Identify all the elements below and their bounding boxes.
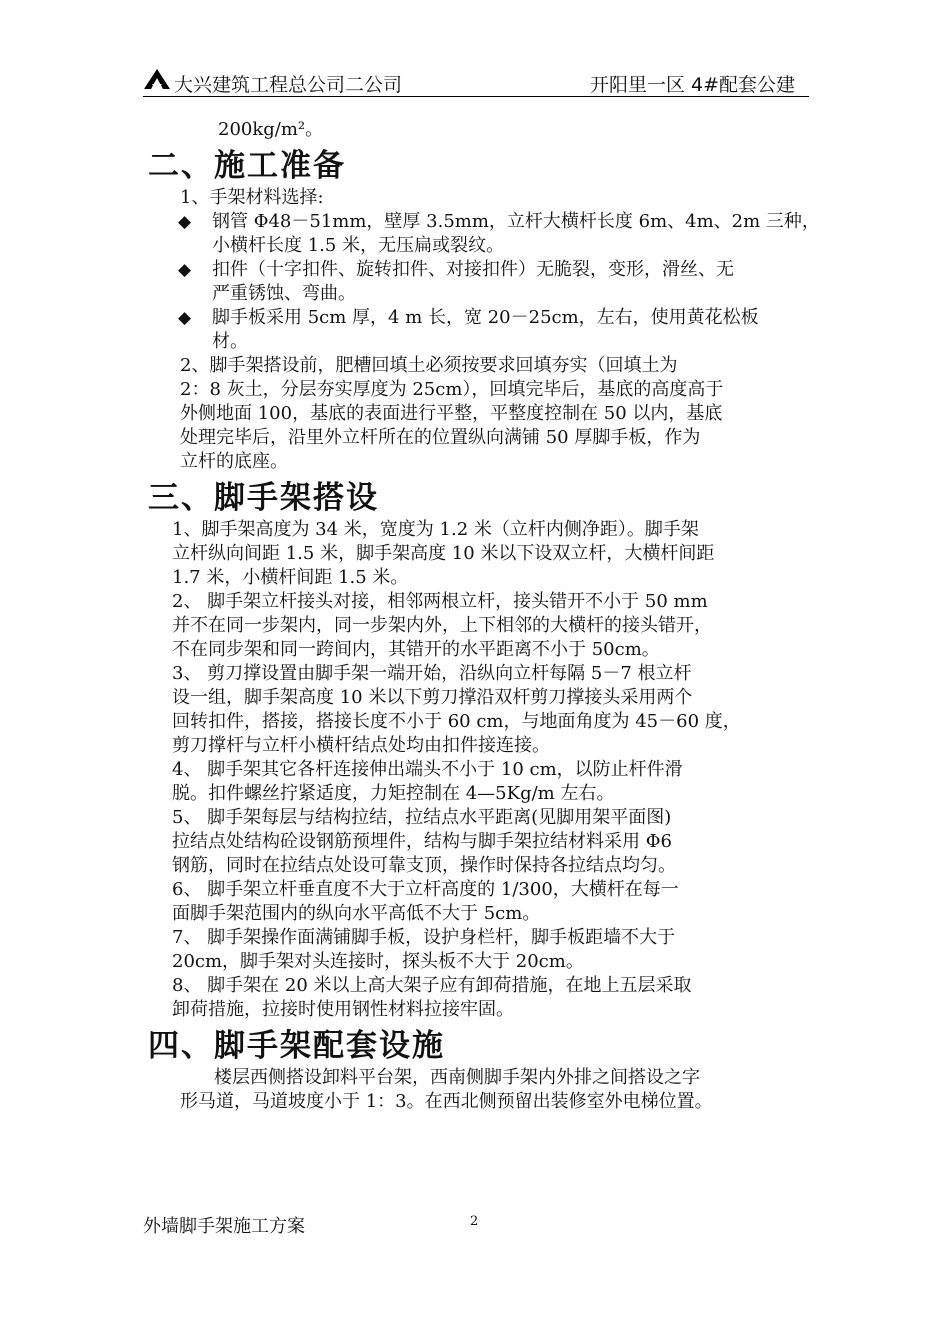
bullet-item <box>148 306 818 330</box>
diamond-bullet-icon: ◆ <box>178 308 192 328</box>
text-line: 4、 脚手架其它各杆连接伸出端头不小于 10 cm，以防止杆件滑 <box>172 759 683 780</box>
section-heading: 三、脚手架搭设 <box>148 480 379 516</box>
text-line: 剪刀撑杆与立杆小横杆结点处均由扣件接连接。 <box>172 735 550 756</box>
text-line: 1.7 米，小横杆间距 1.5 米。 <box>172 567 409 588</box>
document-body <box>148 118 818 1114</box>
text-line: 拉结点处结构砼设钢筋预埋件，结构与脚手架拉结材料采用 Φ6 <box>172 831 672 852</box>
bullet-item <box>148 210 818 234</box>
text-line: 3、 剪刀撑设置由脚手架一端开始，沿纵向立杆每隔 5－7 根立杆 <box>172 663 692 684</box>
text-line: 1、脚手架高度为 34 米，宽度为 1.2 米（立杆内侧净距）。脚手架 <box>172 519 699 540</box>
diamond-bullet-icon: ◆ <box>178 212 192 232</box>
text-line: 20cm，脚手架对头连接时，探头板不大于 20cm。 <box>172 951 584 972</box>
page-number: 2 <box>470 1214 479 1229</box>
project-name: 开阳里一区 4#配套公建 <box>589 74 795 96</box>
footer-doc-title: 外墙脚手架施工方案 <box>143 1216 305 1237</box>
text-line: 卸荷措施，拉接时使用钢性材料拉接牢固。 <box>172 999 514 1020</box>
text-line: 2、 脚手架立杆接头对接，相邻两根立杆，接头错开不小于 50 mm <box>172 591 708 612</box>
section-heading: 四、脚手架配套设施 <box>148 1028 445 1064</box>
text-line: 形马道，马道坡度小于 1：3。在西北侧预留出装修室外电梯位置。 <box>180 1091 713 1112</box>
text-line: 不在同步架和同一跨间内，其错开的水平距离不小于 50cm。 <box>172 639 660 660</box>
text-line: 8、 脚手架在 20 米以上高大架子应有卸荷措施，在地上五层采取 <box>172 975 692 996</box>
company-name: 大兴建筑工程总公司二公司 <box>174 74 403 96</box>
text-line: 7、 脚手架操作面满铺脚手板，设护身栏杆，脚手板距墙不大于 <box>172 927 676 948</box>
diamond-bullet-icon: ◆ <box>178 260 192 280</box>
text-line: 楼层西侧搭设卸料平台架，西南侧脚手架内外排之间搭设之字 <box>214 1067 700 1088</box>
text-line: 外侧地面 100，基底的表面进行平整，平整度控制在 50 以内，基底 <box>180 403 723 424</box>
text-line: 严重锈蚀、弯曲。 <box>212 283 356 304</box>
text-line: 5、 脚手架每层与结构拉结，拉结点水平距离(见脚用架平面图) <box>172 807 672 828</box>
text-line: 立杆纵向间距 1.5 米，脚手架高度 10 米以下设双立杆，大横杆间距 <box>172 543 715 564</box>
text-line: 6、 脚手架立杆垂直度不大于立杆高度的 1/300，大横杆在每一 <box>172 879 679 900</box>
text-line: 脱。扣件螺丝拧紧适度，力矩控制在 4—5Kg/m 左右。 <box>172 783 615 804</box>
text-line: 钢筋，同时在拉结点处设可靠支顶，操作时保持各拉结点均匀。 <box>172 855 676 876</box>
text-line: 立杆的底座。 <box>180 451 288 472</box>
text-line: 小横杆长度 1.5 米，无压扁或裂纹。 <box>212 235 505 256</box>
text-line: 并不在同一步架内，同一步架内外，上下相邻的大横杆的接头错开， <box>172 615 712 636</box>
bullet-text: 脚手板采用 5cm 厚，4 m 长，宽 20－25cm，左右，使用黄花松板 <box>212 307 759 328</box>
text-line: 面脚手架范围内的纵向水平高低不大于 5cm。 <box>172 903 541 924</box>
text-line: 处理完毕后，沿里外立杆所在的位置纵向满铺 50 厚脚手板，作为 <box>180 427 701 448</box>
page-header <box>143 62 809 97</box>
bullet-text: 钢管 Φ48－51mm，壁厚 3.5mm，立杆大横杆长度 6m、4m、2m 三种， <box>212 211 820 232</box>
company-logo-icon <box>143 68 171 90</box>
text-line: 1、手架材料选择: <box>180 187 324 208</box>
section-heading: 二、施工准备 <box>148 148 346 184</box>
text-line: 2：8 灰土，分层夯实厚度为 25cm），回填完毕后，基底的高度高于 <box>180 379 724 400</box>
bullet-item <box>148 258 818 282</box>
text-line: 材。 <box>212 331 248 352</box>
text-line: 2、脚手架搭设前，肥槽回填土必须按要求回填夯实（回填土为 <box>180 355 678 376</box>
text-line: 200kg/m²。 <box>218 119 324 140</box>
text-line: 设一组，脚手架高度 10 米以下剪刀撑沿双杆剪刀撑接头采用两个 <box>172 687 693 708</box>
bullet-text: 扣件（十字扣件、旋转扣件、对接扣件）无脆裂，变形，滑丝、无 <box>212 259 734 280</box>
text-line: 回转扣件，搭接，搭接长度不小于 60 cm，与地面角度为 45－60 度， <box>172 711 741 732</box>
